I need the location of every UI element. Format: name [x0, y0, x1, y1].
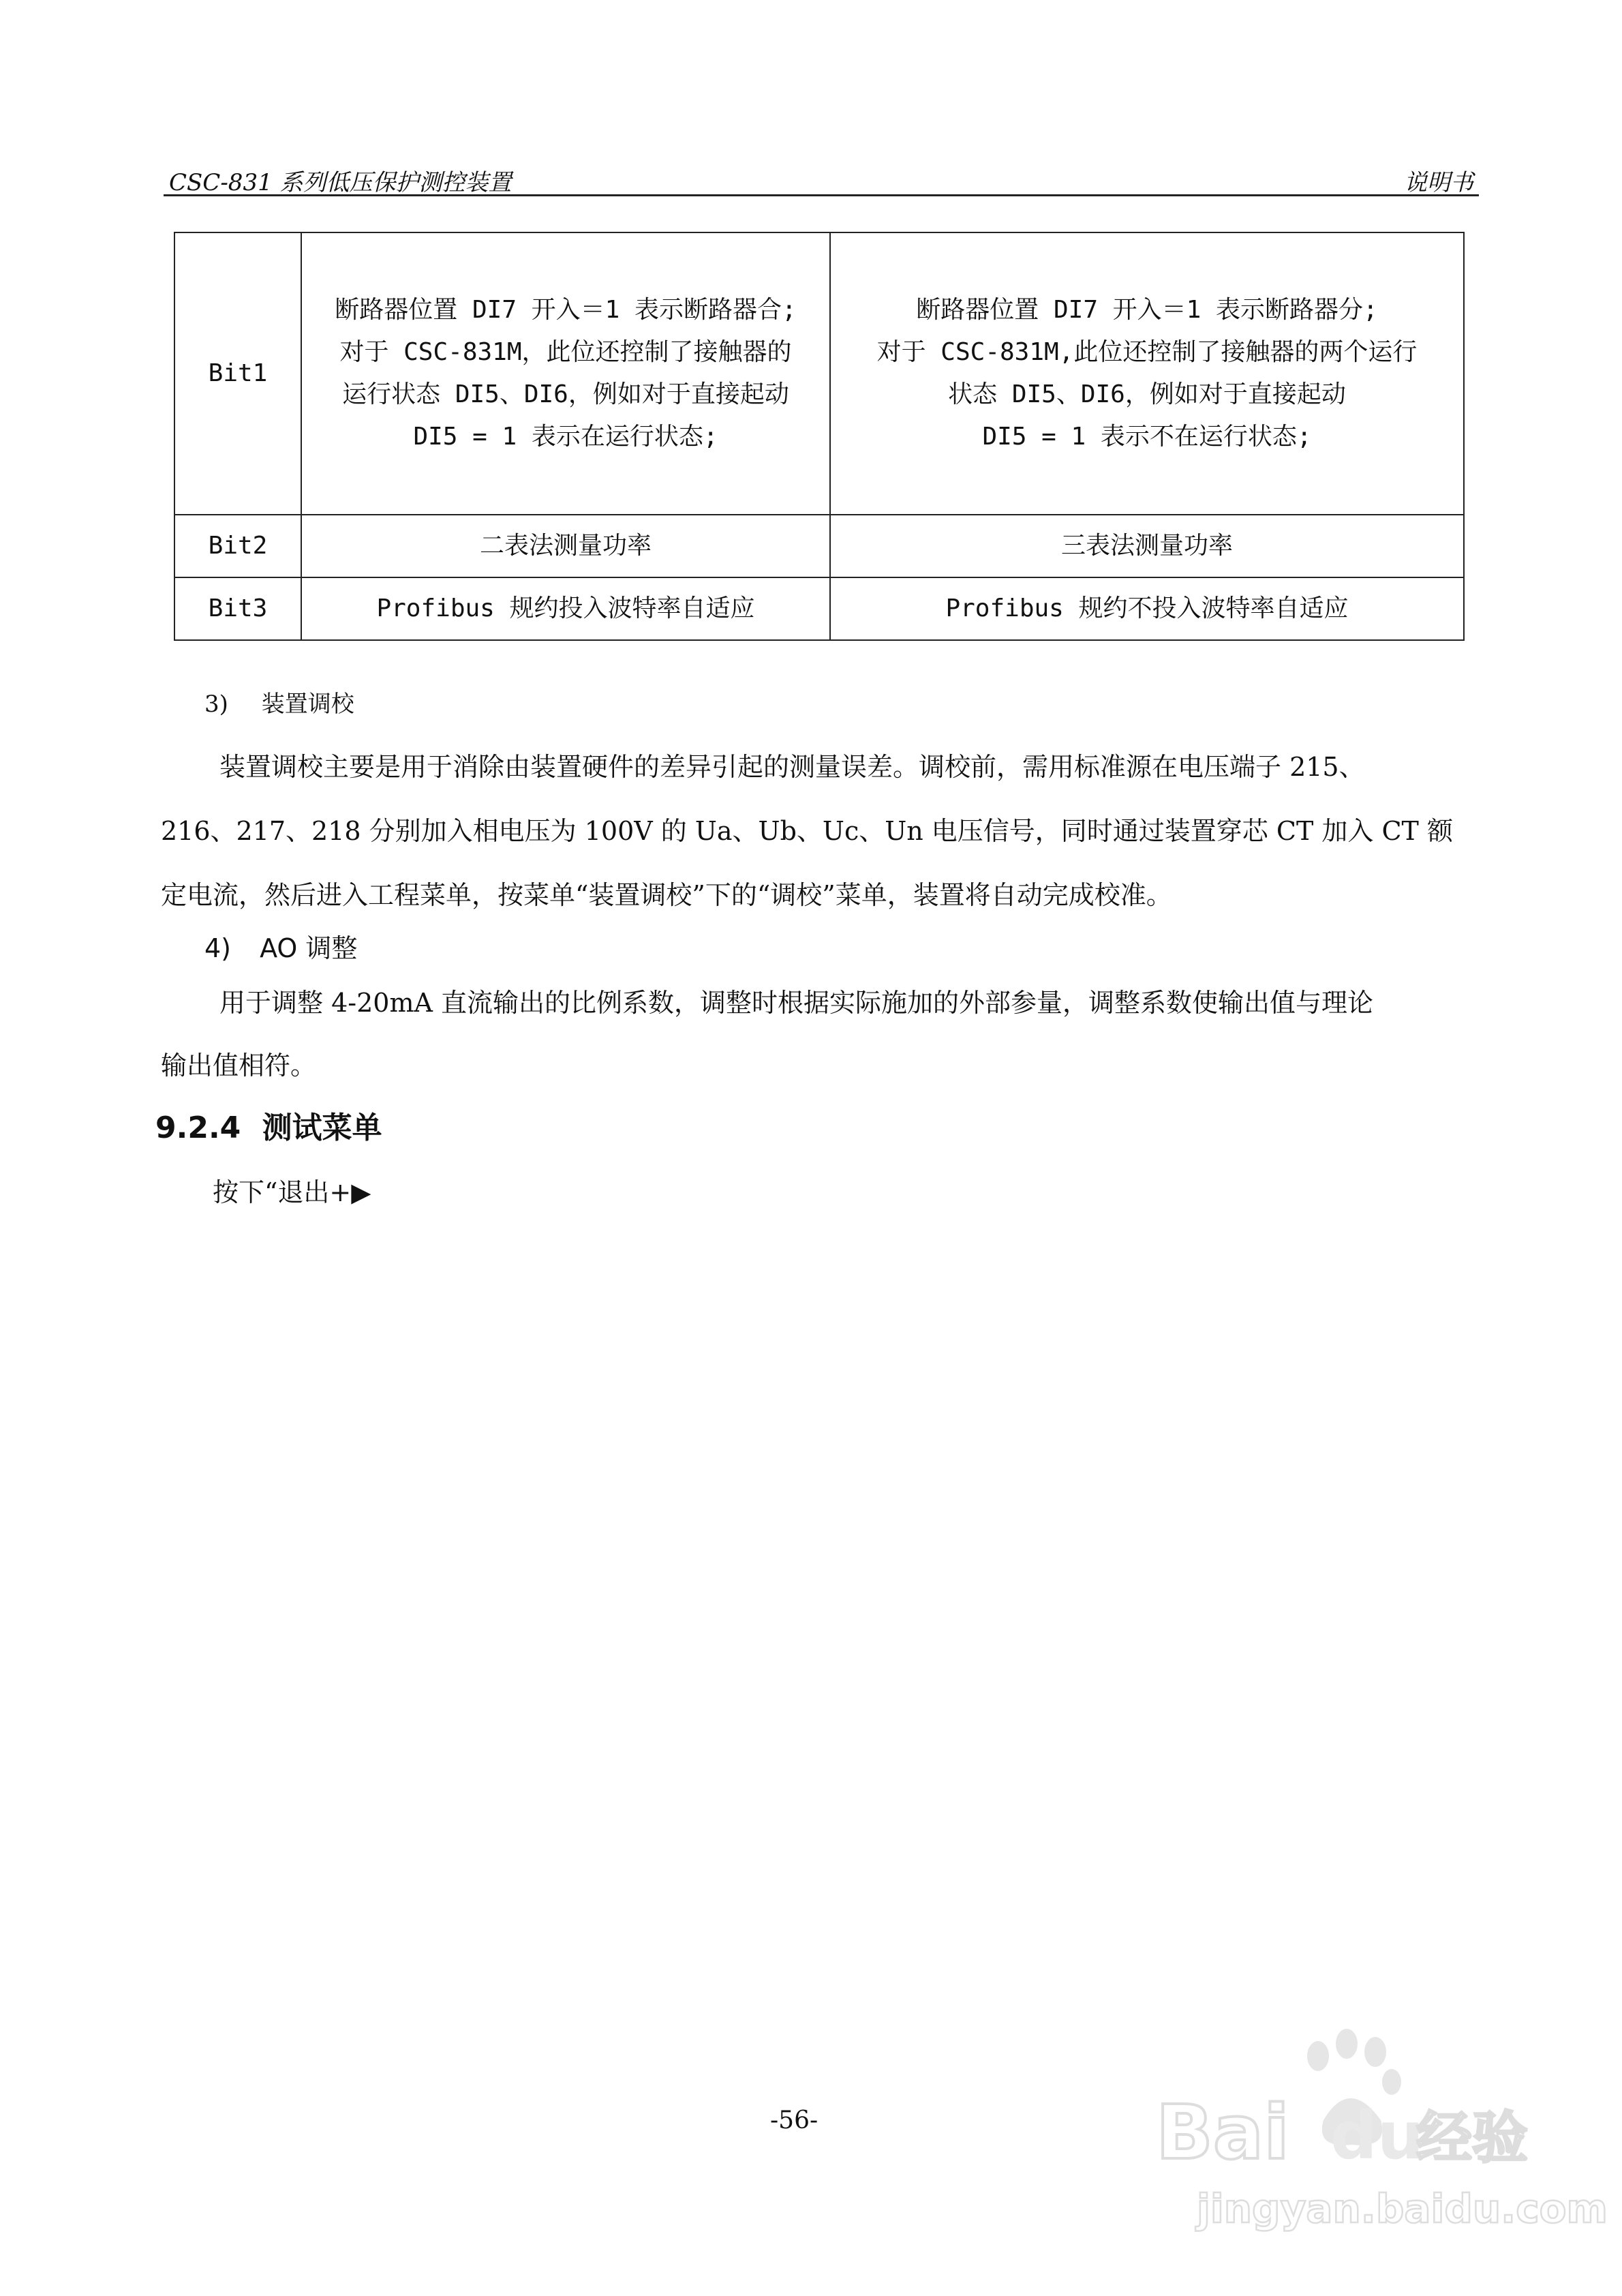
- calibration-heading: [204, 685, 354, 719]
- table-row: [174, 515, 1464, 577]
- press-instruction: 按下“退出+▶: [213, 1177, 371, 1207]
- section-title: 测试菜单: [262, 1111, 382, 1145]
- baidu-watermark: [1152, 2018, 1608, 2250]
- cell-line: 状态 DI5、DI6，例如对于直接起动: [948, 380, 1346, 408]
- ao-paragraph-line: 用于调整 4-20mA 直流输出的比例系数，调整时根据实际施加的外部参量，调整系数使输出值与理论: [219, 988, 1374, 1018]
- table-row: [174, 577, 1464, 640]
- bit-set-cell: [301, 577, 830, 640]
- watermark-cn: 经验: [1416, 2106, 1529, 2171]
- header-doc-type: 说明书: [1404, 169, 1473, 196]
- watermark-brand-du: du: [1330, 2098, 1424, 2174]
- bit-name-cell: Bit2: [174, 515, 301, 577]
- cell-line: 对于 CSC-831M，此位还控制了接触器的: [339, 338, 792, 366]
- ao-heading-number: 4): [204, 933, 232, 963]
- section-number: 9.2.4: [155, 1111, 241, 1145]
- cell-line: 二表法测量功率: [479, 532, 652, 560]
- ao-heading-text: AO 调整: [260, 933, 358, 963]
- page-number: -56-: [770, 2106, 818, 2134]
- header-rule: [164, 194, 1479, 196]
- section-heading: [155, 1103, 382, 1147]
- calibration-heading-text: 装置调校: [261, 691, 354, 718]
- cell-line: Profibus 规约不投入波特率自适应: [945, 594, 1349, 622]
- bit-set-cell: [301, 232, 830, 515]
- ao-paragraph-line: 输出值相符。: [161, 1051, 317, 1081]
- table-row: [174, 232, 1464, 515]
- bit-clear-cell: [830, 577, 1464, 640]
- cell-line: 断路器位置 DI7 开入＝1 表示断路器分;: [916, 296, 1378, 324]
- cell-line: DI5 = 1 表示不在运行状态;: [982, 423, 1312, 451]
- page-header: [164, 158, 1479, 199]
- cell-line: 对于 CSC-831M,此位还控制了接触器的两个运行: [876, 338, 1418, 366]
- cell-line: DI5 = 1 表示在运行状态;: [413, 423, 718, 451]
- ao-heading: [204, 927, 357, 965]
- bit-clear-cell: [830, 232, 1464, 515]
- header-title: CSC-831 系列低压保护测控装置: [169, 169, 512, 196]
- watermark-brand: Bai: [1156, 2089, 1289, 2176]
- bit-definition-table: [174, 232, 1465, 641]
- cell-line: Profibus 规约投入波特率自适应: [376, 594, 755, 622]
- cell-line: 运行状态 DI5、DI6，例如对于直接起动: [342, 380, 789, 408]
- calibration-paragraph-line: 装置调校主要是用于消除由装置硬件的差异引起的测量误差。调校前，需用标准源在电压端子 215、: [219, 752, 1365, 782]
- calibration-heading-number: 3): [204, 691, 228, 718]
- cell-line: 三表法测量功率: [1060, 532, 1233, 560]
- bit-name-cell: Bit1: [174, 232, 301, 515]
- bit-name-cell: Bit3: [174, 577, 301, 640]
- bit-clear-cell: [830, 515, 1464, 577]
- bit-set-cell: [301, 515, 830, 577]
- cell-line: 断路器位置 DI7 开入＝1 表示断路器合;: [335, 296, 797, 324]
- calibration-paragraph-line: 定电流，然后进入工程菜单，按菜单“装置调校”下的“调校”菜单，装置将自动完成校准。: [161, 880, 1172, 910]
- calibration-paragraph-line: 216、217、218 分别加入相电压为 100V 的 Ua、Ub、Uc、Un 电压信号，同时通过装置穿芯 CT 加入 CT 额: [161, 816, 1453, 846]
- watermark-url: jingyan.baidu.com: [1197, 2186, 1608, 2232]
